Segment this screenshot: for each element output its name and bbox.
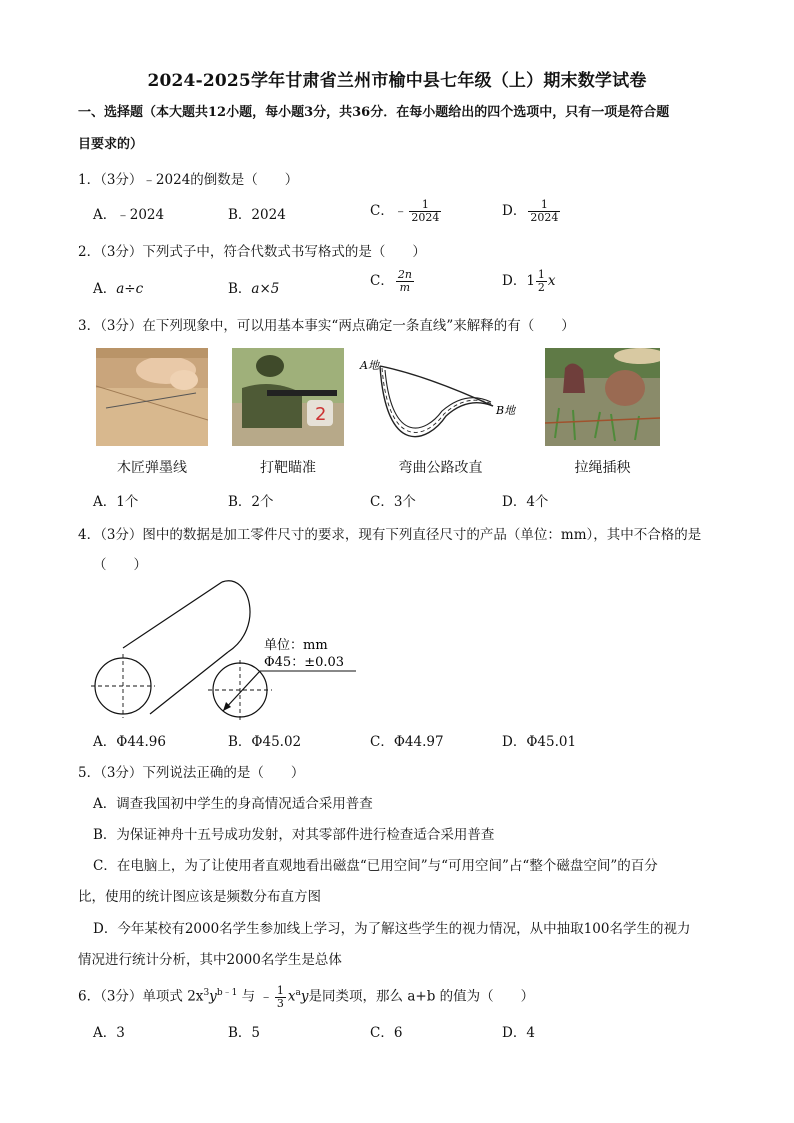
q6-exp-a: a	[295, 988, 301, 998]
option-c	[370, 199, 443, 224]
fraction	[275, 985, 286, 1010]
option-d: D．4个	[502, 494, 549, 510]
target-aiming-photo	[232, 348, 344, 446]
option-a: A．1个	[93, 494, 139, 510]
question-2-options	[93, 268, 733, 303]
fraction-denominator: 2024	[530, 211, 559, 224]
fraction	[409, 199, 441, 224]
option-b	[228, 277, 279, 297]
question-6-options	[93, 1021, 733, 1047]
cylinder-part-diagram	[90, 576, 370, 721]
option-b-expr: a×5	[251, 281, 280, 297]
curved-road-diagram	[358, 348, 523, 446]
fraction-denominator: 2024	[411, 211, 440, 224]
option-a-label: A．	[93, 281, 117, 297]
caption-2: 打靶瞄准	[260, 460, 316, 476]
option-c: C．6	[370, 1025, 403, 1041]
option-a: A．3	[93, 1025, 125, 1041]
question-4-paren: （ ）	[93, 557, 147, 573]
question-5-option-a: A．调查我国初中学生的身高情况适合采用普查	[93, 796, 373, 812]
option-a	[93, 277, 143, 297]
option-b: B．Φ45.02	[228, 734, 302, 750]
q6-stem-post: 是同类项，那么 a+b 的值为（ ）	[308, 988, 535, 1005]
option-b-label: B．	[228, 281, 252, 297]
q6-exp-3: 3	[203, 988, 210, 998]
q6-y2: y	[300, 988, 309, 1005]
question-3-options	[93, 490, 733, 516]
option-d	[502, 269, 556, 294]
carpenter-chalk-line-photo	[96, 348, 208, 446]
question-5-stem: 5．（3分）下列说法正确的是（ ）	[78, 765, 305, 781]
fraction-numerator: 1	[528, 199, 560, 212]
road-diagram	[358, 348, 523, 446]
option-d-label: D．	[502, 203, 527, 219]
q6-mid: 与 ﹣	[237, 988, 273, 1005]
fraction	[528, 199, 560, 224]
fraction	[396, 269, 414, 294]
question-1-options	[93, 198, 733, 229]
road-label-a: A地	[360, 359, 379, 372]
option-b: B．2个	[228, 494, 274, 510]
q6-x: x	[287, 988, 296, 1005]
fraction-denominator: 3	[276, 996, 284, 1010]
question-5-option-c-line2: 比，使用的统计图应该是频数分布直方图	[78, 889, 321, 905]
soldier-image	[232, 348, 344, 446]
svg-text:2: 2	[315, 404, 327, 425]
rice-image	[545, 348, 660, 446]
page-title: 2024-2025学年甘肃省兰州市榆中县七年级（上）期末数学试卷	[147, 71, 647, 91]
fraction-numerator: 1	[537, 268, 545, 281]
option-a-expr: a÷c	[116, 281, 144, 297]
section-heading-line2: 目要求的）	[78, 137, 144, 152]
question-6-stem	[78, 980, 728, 1010]
q6-exp-b: b﹣1	[216, 988, 238, 998]
option-c-sign: ﹣	[393, 203, 408, 219]
mixed-number-whole: 1	[526, 273, 535, 289]
question-3-stem: 3．（3分）在下列现象中，可以用基本事实“两点确定一条直线”来解释的有（ ）	[78, 318, 575, 334]
option-d: D．Φ45.01	[502, 734, 577, 750]
option-c: C．Φ44.97	[370, 734, 444, 750]
section-heading-line1: 一、选择题（本大题共12小题，每小题3分，共36分．在每小题给出的四个选项中，只有一项是符合题	[78, 105, 670, 120]
question-1-stem: 1．（3分）﹣2024的倒数是（ ）	[78, 172, 299, 188]
question-4-stem: 4．（3分）图中的数据是加工零件尺寸的要求，现有下列直径尺寸的产品（单位：mm），其中不合格的是	[78, 527, 702, 543]
option-c-label: C．	[370, 203, 394, 219]
option-c-label: C．	[370, 273, 394, 289]
option-b: B．2024	[228, 207, 286, 223]
fraction	[536, 269, 547, 294]
option-d	[502, 199, 562, 224]
question-5-option-d-line2: 情况进行统计分析，其中2000名学生是总体	[78, 952, 342, 968]
option-a: A．﹣2024	[93, 207, 165, 223]
caption-3: 弯曲公路改直	[398, 460, 483, 476]
rice-planting-photo	[545, 348, 660, 446]
q6-y: y	[209, 988, 217, 1005]
fraction-denominator: 2	[537, 281, 545, 294]
question-4-options	[93, 730, 733, 756]
fraction-numerator: 1	[409, 199, 441, 212]
option-a: A．Φ44.96	[93, 734, 166, 750]
option-c: C．3个	[370, 494, 416, 510]
road-label-b: B地	[496, 404, 516, 417]
option-d: D．4	[502, 1025, 535, 1041]
fraction-numerator: 1	[276, 983, 284, 997]
cylinder-figure	[90, 576, 370, 721]
fraction-denominator: m	[399, 281, 411, 294]
unit-label: 单位：mm	[264, 638, 328, 653]
option-b: B．5	[228, 1025, 261, 1041]
option-d-label: D．	[502, 273, 527, 289]
question-5-option-b: B．为保证神舟十五号成功发射，对其零部件进行检查适合采用普查	[93, 827, 495, 843]
question-5-option-c-line1: C．在电脑上，为了让使用者直观地看出磁盘“已用空间”与“可用空间”占“整个磁盘空间”的百分	[93, 858, 658, 874]
caption-4: 拉绳插秧	[574, 460, 631, 476]
tolerance-label: Φ45：±0.03	[264, 655, 345, 670]
option-c	[370, 269, 416, 294]
carpenter-image	[96, 348, 208, 446]
q6-stem-pre: 6．（3分）单项式 2x	[78, 988, 204, 1005]
caption-1: 木匠弹墨线	[117, 460, 187, 476]
question-2-stem: 2．（3分）下列式子中，符合代数式书写格式的是（ ）	[78, 244, 426, 260]
variable-x: x	[547, 273, 556, 289]
fraction-numerator: 2n	[397, 268, 412, 281]
question-5-option-d-line1: D．今年某校有2000名学生参加线上学习，为了解这些学生的视力情况，从中抽取100名学生的视力	[93, 921, 691, 937]
